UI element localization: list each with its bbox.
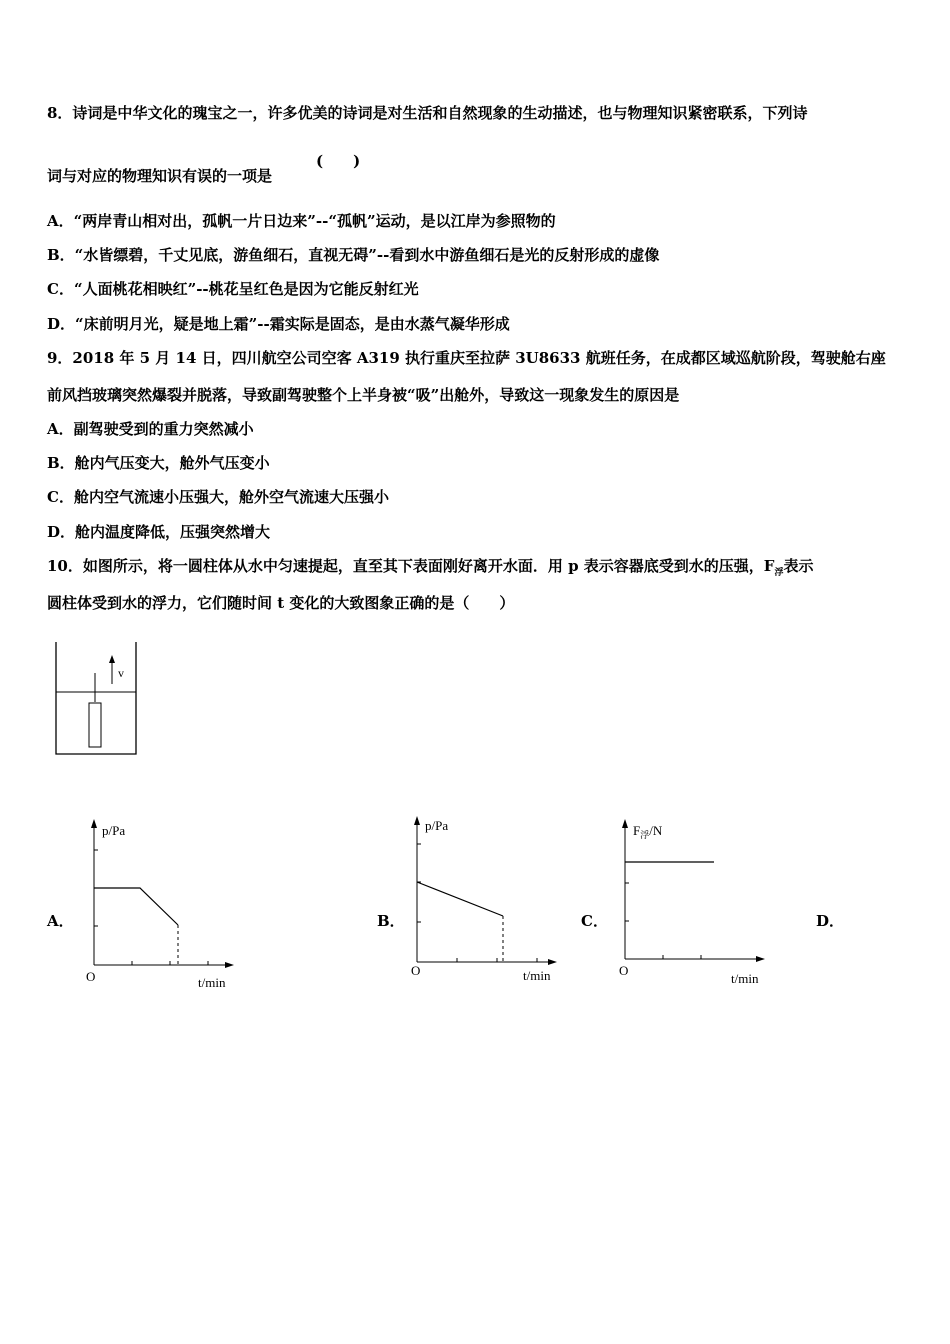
velocity-label: v [118, 666, 124, 680]
graph-a-curve [94, 888, 178, 925]
graph-c-origin: O [619, 963, 629, 978]
q8-answer-paren: ( ) [316, 152, 361, 170]
graph-b-x-label: t/min [523, 968, 551, 983]
q9-stem-line2: 前风挡玻璃突然爆裂并脱落，导致副驾驶整个上半身被“吸”出舱外，导致这一现象发生的原因是 [47, 386, 680, 404]
graph-a-y-label: p/Pa [102, 823, 126, 838]
q10-stem-line1-b: 表示 [783, 557, 814, 575]
graph-c-y-label-main: F [633, 823, 641, 838]
q9-option-a: A．副驾驶受到的重力突然减小 [47, 420, 254, 438]
q10-option-c-label: C． [581, 912, 608, 930]
graph-a-y-arrow [91, 819, 97, 828]
q9-option-b: B．舱内气压变大，舱外气压变小 [47, 454, 270, 472]
graph-a-x-arrow [225, 962, 234, 968]
q8-option-c: C．“人面桃花相映红”--桃花呈红色是因为它能反射红光 [47, 280, 419, 298]
graph-b-y-label: p/Pa [425, 818, 449, 833]
q10-option-a-label: A． [47, 912, 74, 930]
q8-stem-line1: 8．诗词是中华文化的瑰宝之一，许多优美的诗词是对生活和自然现象的生动描述，也与物理知识紧密联系，下列诗 [47, 104, 808, 122]
q8-option-b: B．“水皆缥碧，千丈见底，游鱼细石，直视无碍”--看到水中游鱼细石是光的反射形成的虚像 [47, 246, 660, 264]
graph-a-origin: O [86, 969, 96, 984]
q10-stem-line1-a: 10．如图所示，将一圆柱体从水中匀速提起，直至其下表面刚好离开水面．用 p 表示容器底受到水的压强，F [47, 557, 775, 575]
graph-b-x-arrow [548, 959, 557, 965]
graph-b [405, 812, 570, 992]
velocity-arrow-head [109, 655, 115, 663]
q9-stem-line1: 9．2018 年 5 月 14 日，四川航空公司空客 A319 执行重庆至拉萨 3U8633 航班任务，在成都区域巡航阶段，驾驶舱右座 [47, 349, 886, 367]
q10-option-d-label: D． [816, 912, 845, 930]
graph-c-y-label-unit: /N [649, 823, 663, 838]
q10-option-b-label: B． [377, 912, 405, 930]
graph-c-y-label [633, 823, 663, 840]
graph-c-y-label-sub: 浮 [640, 830, 650, 840]
q8-stem-line2: 词与对应的物理知识有误的一项是 [47, 167, 273, 185]
graph-c-x-label: t/min [731, 971, 759, 986]
q10-stem-line1 [47, 555, 814, 578]
graph-a-x-label: t/min [198, 975, 226, 990]
q9-option-d: D．舱内温度降低，压强突然增大 [47, 523, 271, 541]
q9-option-c: C．舱内空气流速小压强大，舱外空气流速大压强小 [47, 488, 389, 506]
q10-stem-line2: 圆柱体受到水的浮力，它们随时间 t 变化的大致图象正确的是（ ） [47, 594, 515, 612]
graph-c [613, 815, 778, 995]
graph-c-y-arrow [622, 819, 628, 828]
container-figure [50, 640, 145, 760]
container-walls [56, 642, 136, 754]
graph-b-origin: O [411, 963, 421, 978]
graph-a [82, 815, 247, 995]
q8-option-a: A．“两岸青山相对出，孤帆一片日边来”--“孤帆”运动，是以江岸为参照物的 [47, 212, 556, 230]
graph-b-y-arrow [414, 816, 420, 825]
q8-option-d: D．“床前明月光，疑是地上霜”--霜实际是固态，是由水蒸气凝华形成 [47, 315, 510, 333]
q10-buoyancy-subscript: 浮 [774, 568, 784, 578]
cylinder [89, 703, 101, 747]
graph-c-x-arrow [756, 956, 765, 962]
graph-b-curve [417, 882, 503, 916]
